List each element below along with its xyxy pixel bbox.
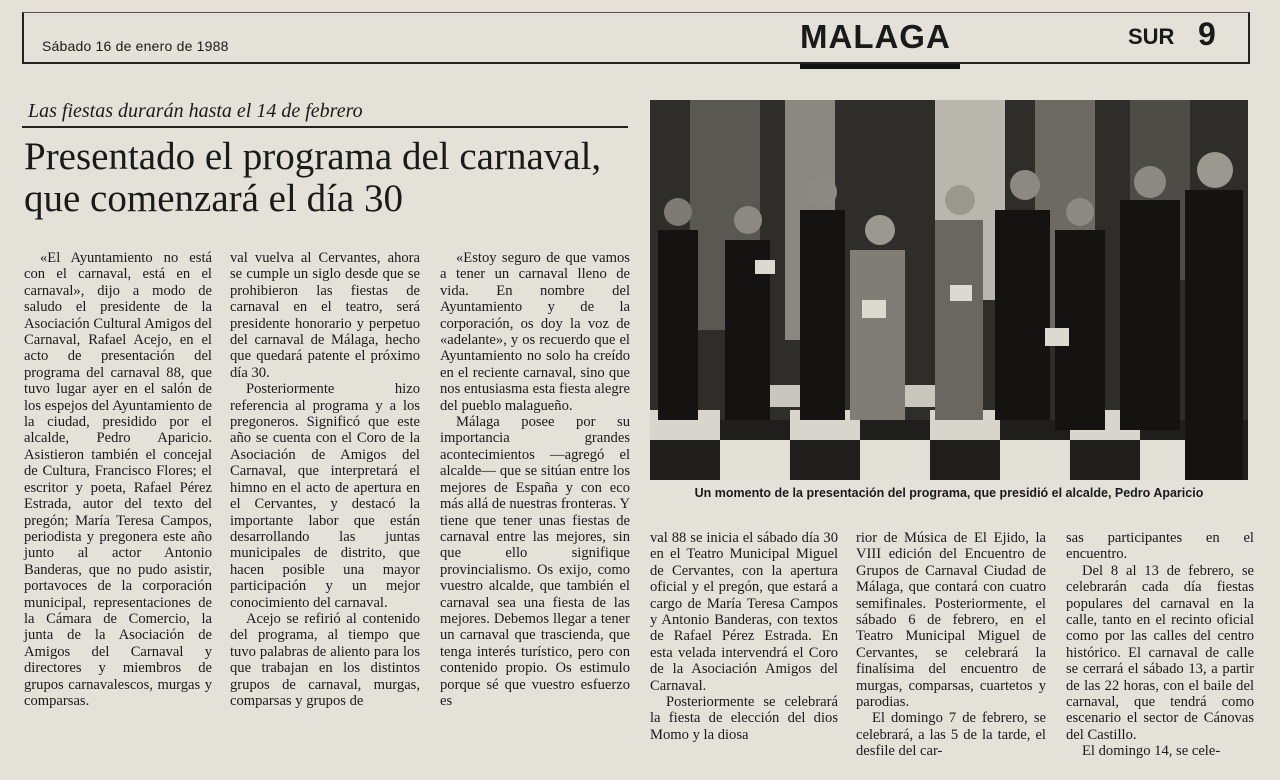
text-column-5 (856, 530, 1046, 760)
text-column-4 (650, 530, 838, 743)
section-underline (800, 64, 960, 69)
page-number: 9 (1198, 16, 1216, 52)
newspaper-brand: SUR (1128, 24, 1175, 49)
text-column-1 (24, 250, 212, 709)
paragraph: Del 8 al 13 de febrero, se celebrarán cada día fiestas populares del carnaval en la calle, tanto en el recinto oficial como por las calles del centro histórico. El carnaval de calle se cerrará el sábado 13, a partir de las 22 horas, con el baile del carnaval, que tendrá como escenario el sector de Cánovas del Castillo. (1066, 562, 1254, 743)
article-headline: Presentado el programa del carnaval, que comenzará el día 30 (24, 135, 602, 220)
paragraph: val 88 se inicia el sábado día 30 en el Teatro Municipal Miguel de Cervantes, con la apertura oficial y el pregón, que estará a cargo de María Teresa Campos y Antonio Banderas, con textos de Rafael Pérez Estrada. En esta velada intervendrá el Coro de la Asociación Amigos del Carnaval. (650, 530, 838, 694)
paragraph: Acejo se refirió al contenido del programa, al tiempo que tuvo palabras de aliento para los que trabajan en los distintos grupos de carnaval, murgas, comparsas y grupos de (230, 610, 420, 709)
paragraph: val vuelva al Cervantes, ahora se cumple un siglo desde que se prohibieron las fiestas de carnaval en el teatro, será presidente honorario y perpetuo del carnaval de Málaga, hecho que quedará patente el próximo día 30. (230, 250, 420, 381)
paragraph: Posteriormente hizo referencia al programa y a los pregoneros. Significó que este año se cuenta con el Coro de la Asociación de Amigos del Carnaval, que interpretará el himno en el acto de apertura en el Cervantes, y destacó la importante labor que están desarrollando las juntas municipales de distrito, que hacen posible una mayor participación y un mejor conocimiento del carnaval. (230, 381, 420, 611)
paragraph: sas participantes en el encuentro. (1066, 530, 1254, 563)
text-column-3 (440, 250, 630, 709)
text-column-2 (230, 250, 420, 709)
section-title: MALAGA (800, 18, 951, 55)
event-photo (650, 100, 1248, 480)
article-kicker: Las fiestas durarán hasta el 14 de febrero (28, 100, 363, 122)
text-column-6 (1066, 530, 1254, 760)
photo-caption: Un momento de la presentación del programa, que presidió el alcalde, Pedro Aparicio (694, 486, 1204, 500)
event-photo-illustration (650, 100, 1248, 480)
paragraph: El domingo 14, se cele- (1082, 743, 1221, 760)
kicker-rule (22, 126, 628, 128)
paragraph: El domingo 7 de febrero, se celebrará, a las 5 de la tarde, el desfile del car- (856, 710, 1046, 760)
paragraph: rior de Música de El Ejido, la VIII edición del Encuentro de Grupos de Carnaval Ciudad de Málaga, que contará con cuatro semifinales. Posteriormente, el sábado 6 de febrero, en el Teatro Municipal Miguel de Cervantes, se celebrará la finalísima del encuentro de murgas, comparsas, cuartetos y parodias. (856, 530, 1046, 711)
paragraph: «El Ayuntamiento no está con el carnaval, está en el carnaval», dijo a modo de saludo el presidente de la Asociación Cultural Amigos del Carnaval, Rafael Acejo, en el acto de presentación del programa del carnaval 88, que tuvo lugar ayer en el salón de los espejos del Ayuntamiento de la ciudad, presidido por el alcalde, Pedro Aparicio. Asistieron también el concejal de Cultura, Francisco Flores; el escritor y poeta, Rafael Pérez Estrada, autor del texto del pregón; María Teresa Campos, periodista y pregonera este año junto al actor Antonio Banderas, que no pudo asistir, portavoces de la corporación municipal, representaciones de la Cámara de Comercio, la junta de la Asociación de Amigos del Carnaval y directores y miembros de grupos carnavalescos, murgas y comparsas. (24, 250, 212, 709)
paragraph: Posteriormente se celebrará la fiesta de elección del dios Momo y la diosa (650, 694, 838, 743)
paragraph: «Estoy seguro de que vamos a tener un carnaval lleno de vida. En nombre del Ayuntamiento y de la corporación, os doy la voz de «adelante», y os recuerdo que el Ayuntamiento no solo ha creído en el reciente carnaval, sino que nos entusiasma esta fiesta alegre del pueblo malagueño. (440, 250, 630, 414)
paragraph: Málaga posee por su importancia grandes acontecimientos —agregó el alcalde— que se sitúan entre los mejores de España y con eco más allá de nuestras fronteras. Y tiene que tener unas fiestas de carnaval entre las mejores, sin que ello signifique provincialismo. Os exijo, como vuestro alcalde, que también el carnaval sea una fiesta de las mejores. Debemos llegar a tener un carnaval que trascienda, que tenga interés turístico, pero con contenido propio. Os estimulo porque sé que vuestro esfuerzo es (440, 414, 630, 709)
issue-date: Sábado 16 de enero de 1988 (42, 38, 229, 54)
